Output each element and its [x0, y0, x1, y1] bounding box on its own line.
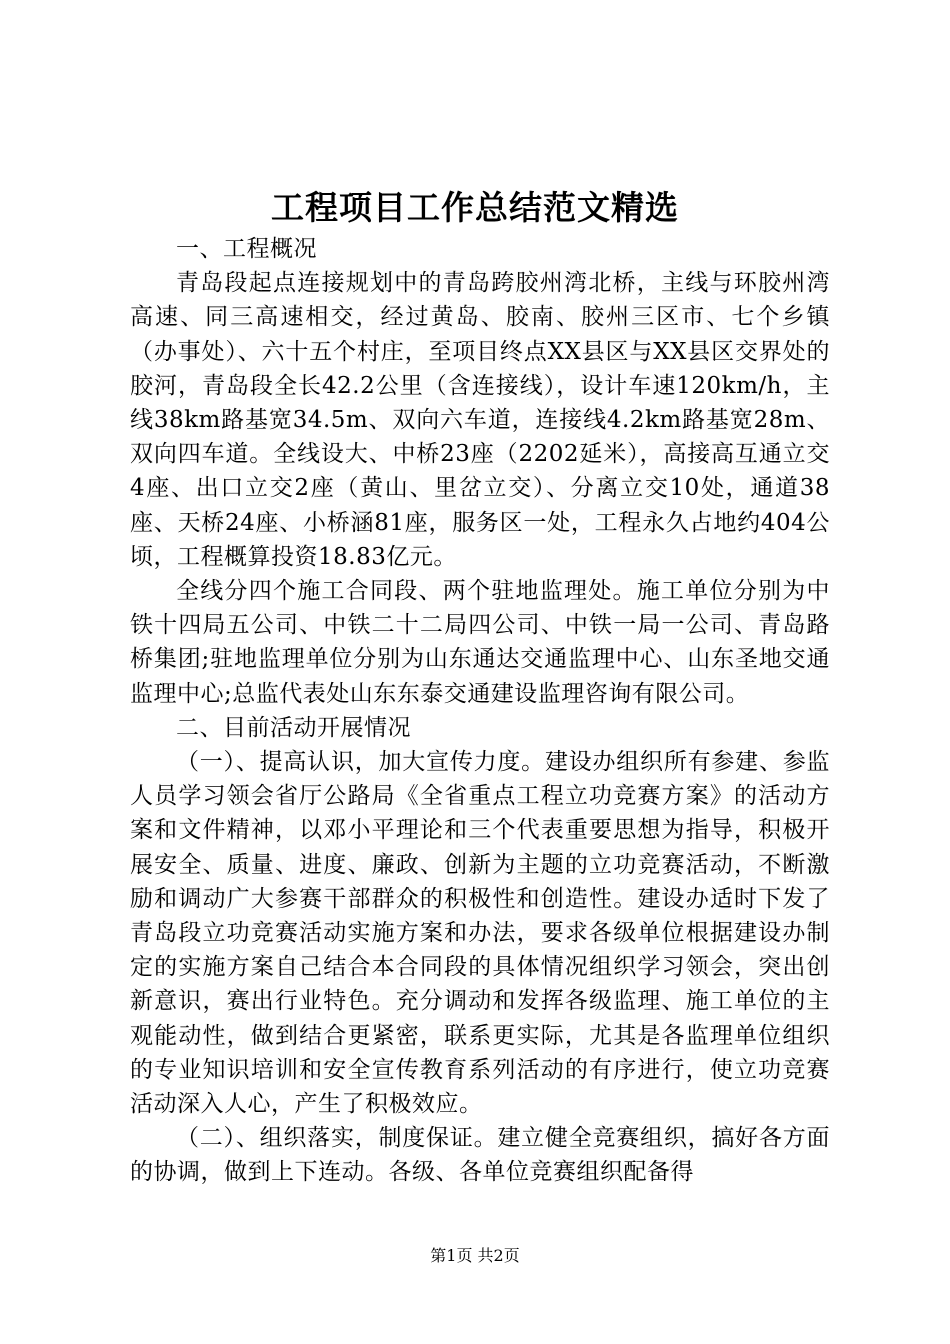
- section-heading: 二、目前活动开展情况: [176, 714, 411, 741]
- body-paragraph: （二）、组织落实，制度保证。建立健全竞赛组织，搞好各方面的协调，做到上下连动。各级、各单位竞赛组织配备得: [130, 1125, 830, 1186]
- body-paragraph: 全线分四个施工合同段、两个驻地监理处。施工单位分别为中铁十四局五公司、中铁二十二局四公司、中铁一局一公司、青岛路桥集团;驻地监理单位分别为山东通达交通监理中心、山东圣地交通监理中心;总监代表处山东东泰交通建设监理咨询有限公司。: [130, 578, 830, 707]
- body-paragraph: （一）、提高认识，加大宣传力度。建设办组织所有参建、参监人员学习领会省厅公路局《全省重点工程立功竞赛方案》的活动方案和文件精神，以邓小平理论和三个代表重要思想为指导，积极开展安全、质量、进度、廉政、创新为主题的立功竞赛活动，不断激励和调动广大参赛干部群众的积极性和创造性。建设办适时下发了青岛段立功竞赛活动实施方案和办法，要求各级单位根据建设办制定的实施方案自己结合本合同段的具体情况组织学习领会，突出创新意识，赛出行业特色。充分调动和发挥各级监理、施工单位的主观能动性，做到结合更紧密，联系更实际，尤其是各监理单位组织的专业知识培训和安全宣传教育系列活动的有序进行，使立功竞赛活动深入人心，产生了积极效应。: [130, 749, 830, 1118]
- document-title: 工程项目工作总结范文精选: [271, 188, 679, 227]
- document-body: [130, 232, 830, 1190]
- section-heading: 一、工程概况: [176, 236, 317, 262]
- page-footer: 第1页 共2页: [430, 1246, 520, 1265]
- body-paragraph: 青岛段起点连接规划中的青岛跨胶州湾北桥，主线与环胶州湾高速、同三高速相交，经过黄岛、胶南、胶州三区市、七个乡镇（办事处）、六十五个村庄，至项目终点XX县区与XX县区交界处的胶河，青岛段全长42.2公里（含连接线），设计车速120km/h，主线38km路基宽34.5m、双向六车道，连接线4.2km路基宽28m、双向四车道。全线设大、中桥23座（2202延米），高接高互通立交4座、出口立交2座（黄山、里岔立交）、分离立交10处，通道38座、天桥24座、小桥涵81座，服务区一处，工程永久占地约404公顷，工程概算投资18.83亿元。: [130, 270, 830, 570]
